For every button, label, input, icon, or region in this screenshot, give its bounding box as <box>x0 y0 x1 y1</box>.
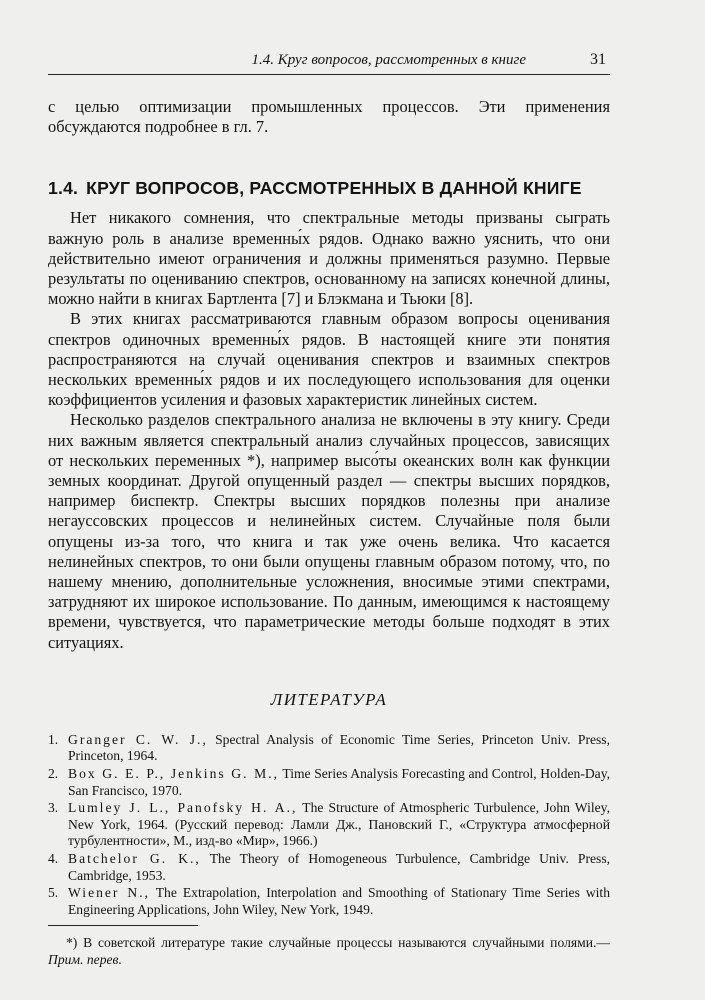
body-paragraph-2: В этих книгах рассматриваются главным образом вопросы оценивания спектров одиночных временны́х рядов. В настоящей книге эти понятия распространяются на случай оценивания спектров и взаимных спектров нескольких временны́х рядов и их последующего использования для оценки коэффициентов усиления и фазовых характеристик линейных систем. <box>48 309 610 410</box>
reference-number: 5. <box>48 885 59 901</box>
body-paragraph-1: Нет никакого сомнения, что спектральные методы призваны сыграть важную роль в анализе временны́х рядов. Однако важно уяснить, что они действительно имеют ограничения и должны применяться разумно. Первые результаты по оцениванию спектров, основанному на записях конечной длины, можно найти в книгах Бартлента [7] и Блэкмана и Тьюки [8]. <box>48 208 610 309</box>
reference-item <box>48 732 610 765</box>
reference-text: Time Series Analysis Forecasting and Control, Holden-Day, San Francisco, 1970. <box>68 766 611 798</box>
translator-note: Прим. перев. <box>48 952 122 968</box>
literature-heading: ЛИТЕРАТУРА <box>270 689 388 709</box>
footnote-text: *) В советской литературе такие случайные процессы называются случайными полями.— <box>66 935 610 951</box>
reference-author: Granger C. W. J., <box>68 731 208 747</box>
body-paragraph-3: Несколько разделов спектрального анализа не включены в эту книгу. Среди них важным является спектральный анализ случайных процессов, зависящих от нескольких переменных *), например высо́ты океанских волн как функции земных координат. Другой опущенный раздел — спектры высших порядков, например биспектр. Спектры высших порядков полезны при анализе негауссовских процессов и нелинейных систем. Случайные поля были опущены из-за того, что книга и так уже очень велика. Что касается нелинейных спектров, то они были опущены главным образом потому, что, по нашему мнению, дополнительные усложнения, вносимые этими спектрами, затрудняют их широкое использование. По данным, имеющимся к настоящему времени, чувствуется, что параметрические методы больше подходят в этих ситуациях. <box>48 410 610 652</box>
reference-author: Lumley J. L., Panofsky H. A., <box>68 800 298 816</box>
reference-number: 2. <box>48 766 59 782</box>
reference-list <box>48 732 610 919</box>
reference-author: Batchelor G. K., <box>68 851 201 867</box>
intro-paragraph: с целью оптимизации промышленных процессов. Эти применения обсуждаются подробнее в гл. 7. <box>48 97 610 137</box>
section-title: КРУГ ВОПРОСОВ, РАССМОТРЕННЫХ В ДАННОЙ КНИГЕ <box>86 178 582 199</box>
reference-item <box>48 885 610 918</box>
reference-item <box>48 851 610 884</box>
reference-text: The Structure of Atmospheric Turbulence, John Wiley, New York, 1964. (Русский перевод: Ламли Дж., Пановский Г., «Структура атмосферной турбулентности», М., изд-во «Мир», 1966.) <box>68 800 610 849</box>
reference-item <box>48 766 610 799</box>
reference-author: Wiener N., <box>68 885 151 901</box>
section-number: 1.4. <box>48 178 79 199</box>
reference-number: 3. <box>48 800 59 816</box>
reference-number: 4. <box>48 851 59 867</box>
running-head-title: 1.4. Круг вопросов, рассмотренных в книге <box>251 52 526 68</box>
page-number: 31 <box>590 51 606 68</box>
footnote-divider <box>48 925 198 926</box>
reference-text: The Theory of Homogeneous Turbulence, Cambridge Univ. Press, Cambridge, 1953. <box>68 851 611 883</box>
footnote <box>48 934 610 968</box>
reference-text: The Extrapolation, Interpolation and Smoothing of Stationary Time Series with Engineering Applications, John Wiley, New York, 1949. <box>68 885 610 917</box>
reference-item <box>48 800 610 850</box>
book-page <box>48 48 610 968</box>
running-head <box>48 48 610 75</box>
reference-text: Spectral Analysis of Economic Time Series, Princeton Univ. Press, Princeton, 1964. <box>68 731 610 764</box>
reference-author: Box G. E. P., Jenkins G. M., <box>68 766 279 782</box>
reference-number: 1. <box>48 731 59 747</box>
section-heading <box>48 178 610 199</box>
